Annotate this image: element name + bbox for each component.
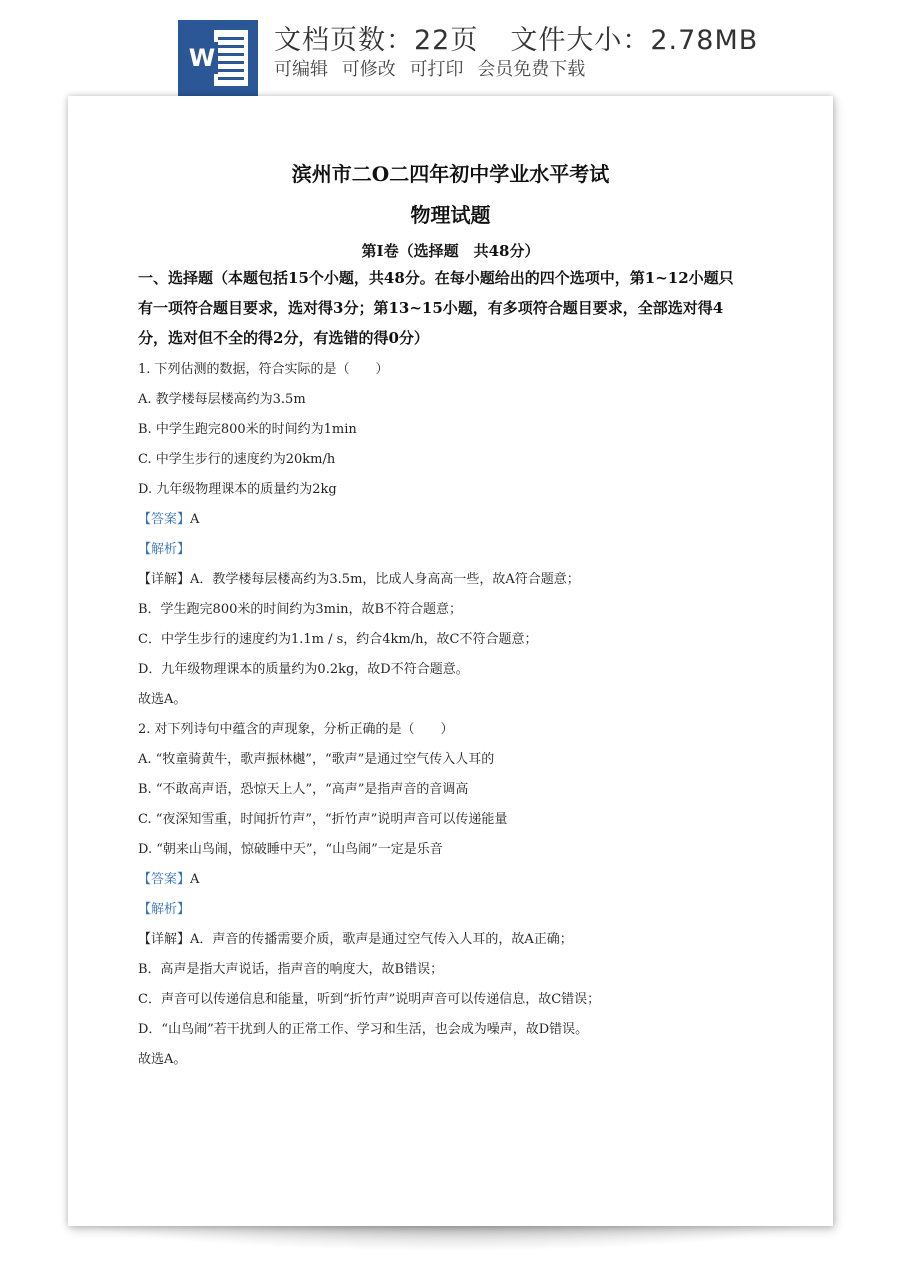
file-size: 文件大小：2.78MB [510, 25, 759, 56]
text-line [138, 958, 443, 977]
line-text: 【详解】A．教学楼每层楼高约为3.5m，比成人身高高一些，故A符合题意； [138, 572, 580, 587]
line-text: C．声音可以传递信息和能量，听到“折竹声”说明声音可以传递信息，故C错误； [138, 992, 601, 1007]
line-text: D. 九年级物理课本的质量约为2kg [138, 482, 337, 497]
text-line [138, 598, 462, 617]
answer-line [138, 508, 199, 527]
text-line [138, 748, 494, 767]
instruction-line: 一、选择题（本题包括15个小题，共48分。在每小题给出的四个选项中，第1~12小题只 [138, 269, 734, 287]
line-text: A. “牧童骑黄牛，歌声振林樾”，“歌声”是通过空气传入人耳的 [138, 752, 495, 767]
text-line [138, 448, 335, 467]
line-text: B. “不敢高声语，恐惊天上人”，“高声”是指声音的音调高 [138, 782, 469, 797]
line-text: 【详解】A．声音的传播需要介质，歌声是通过空气传入人耳的，故A正确； [138, 932, 573, 947]
line-text: 故选A。 [138, 1052, 187, 1067]
text-line [138, 1048, 186, 1067]
text-line [138, 658, 469, 677]
line-text: C．中学生步行的速度约为1.1m / s，约合4km/h，故C不符合题意； [138, 632, 538, 647]
text-line [138, 628, 537, 647]
download-banner [0, 0, 900, 96]
instruction-line: 有一项符合题目要求，选对得3分；第13~15小题，有多项符合题目要求，全部选对得4 [138, 299, 724, 317]
text-line [138, 388, 306, 407]
line-text: B. 中学生跑完800米的时间约为1min [138, 422, 357, 437]
text-line [138, 478, 337, 497]
answer-tag: 【答案】 [138, 512, 191, 527]
answer-line [138, 538, 190, 557]
line-text: D．九年级物理课本的质量约为0.2kg，故D不符合题意。 [138, 662, 469, 677]
text-line [138, 1018, 588, 1037]
line-text: A. 教学楼每层楼高约为3.5m [138, 392, 306, 407]
line-text: A [190, 872, 200, 887]
volume-heading: 第Ⅰ卷（选择题 共48分） [361, 242, 540, 260]
feature-printable: 可打印 [409, 59, 464, 80]
answer-line [138, 898, 190, 917]
line-text: 故选A。 [138, 692, 187, 707]
text-line [138, 568, 580, 587]
file-info [274, 18, 758, 57]
line-text: C. “夜深知雪重，时闻折竹声”，“折竹声”说明声音可以传递能量 [138, 812, 508, 827]
document-page [68, 96, 833, 1226]
answer-line [138, 868, 199, 887]
text-line [138, 418, 357, 437]
text-line [138, 778, 468, 797]
feature-modifiable: 可修改 [341, 59, 396, 80]
line-text: A [190, 512, 200, 527]
feature-list [274, 55, 593, 81]
text-line [138, 718, 454, 737]
answer-tag: 【解析】 [138, 902, 191, 917]
exam-title: 滨州市二O二四年初中学业水平考试 [291, 162, 610, 186]
text-line [138, 838, 443, 857]
answer-tag: 【答案】 [138, 872, 191, 887]
line-text: C. 中学生步行的速度约为20km/h [138, 452, 336, 467]
text-line [138, 358, 389, 377]
instruction-line: 分，选对但不全的得2分，有选错的得0分） [138, 329, 429, 347]
line-text: D. “朝来山鸟闹，惊破睡中天”，“山鸟闹”一定是乐音 [138, 842, 443, 857]
feature-editable: 可编辑 [274, 59, 328, 80]
word-document-icon [178, 20, 258, 96]
answer-tag: 【解析】 [138, 542, 191, 557]
line-text: D．“山鸟闹”若干扰到人的正常工作、学习和生活，也会成为噪声，故D错误。 [138, 1022, 589, 1037]
line-text: 1. 下列估测的数据，符合实际的是（ ） [138, 362, 389, 377]
subject-title: 物理试题 [410, 203, 491, 227]
feature-free-download: 会员免费下载 [477, 59, 586, 80]
text-line [138, 688, 186, 707]
page-count: 文档页数：22页 [274, 25, 479, 56]
line-text: B．高声是指大声说话，指声音的响度大，故B错误； [138, 962, 444, 977]
text-line [138, 808, 507, 827]
line-text: B．学生跑完800米的时间约为3min，故B不符合题意； [138, 602, 463, 617]
line-text: 2. 对下列诗句中蕴含的声现象，分析正确的是（ ） [138, 722, 454, 737]
svg-text:W: W [188, 44, 216, 72]
text-line [138, 928, 573, 947]
section-instructions [138, 263, 758, 353]
text-line [138, 988, 600, 1007]
